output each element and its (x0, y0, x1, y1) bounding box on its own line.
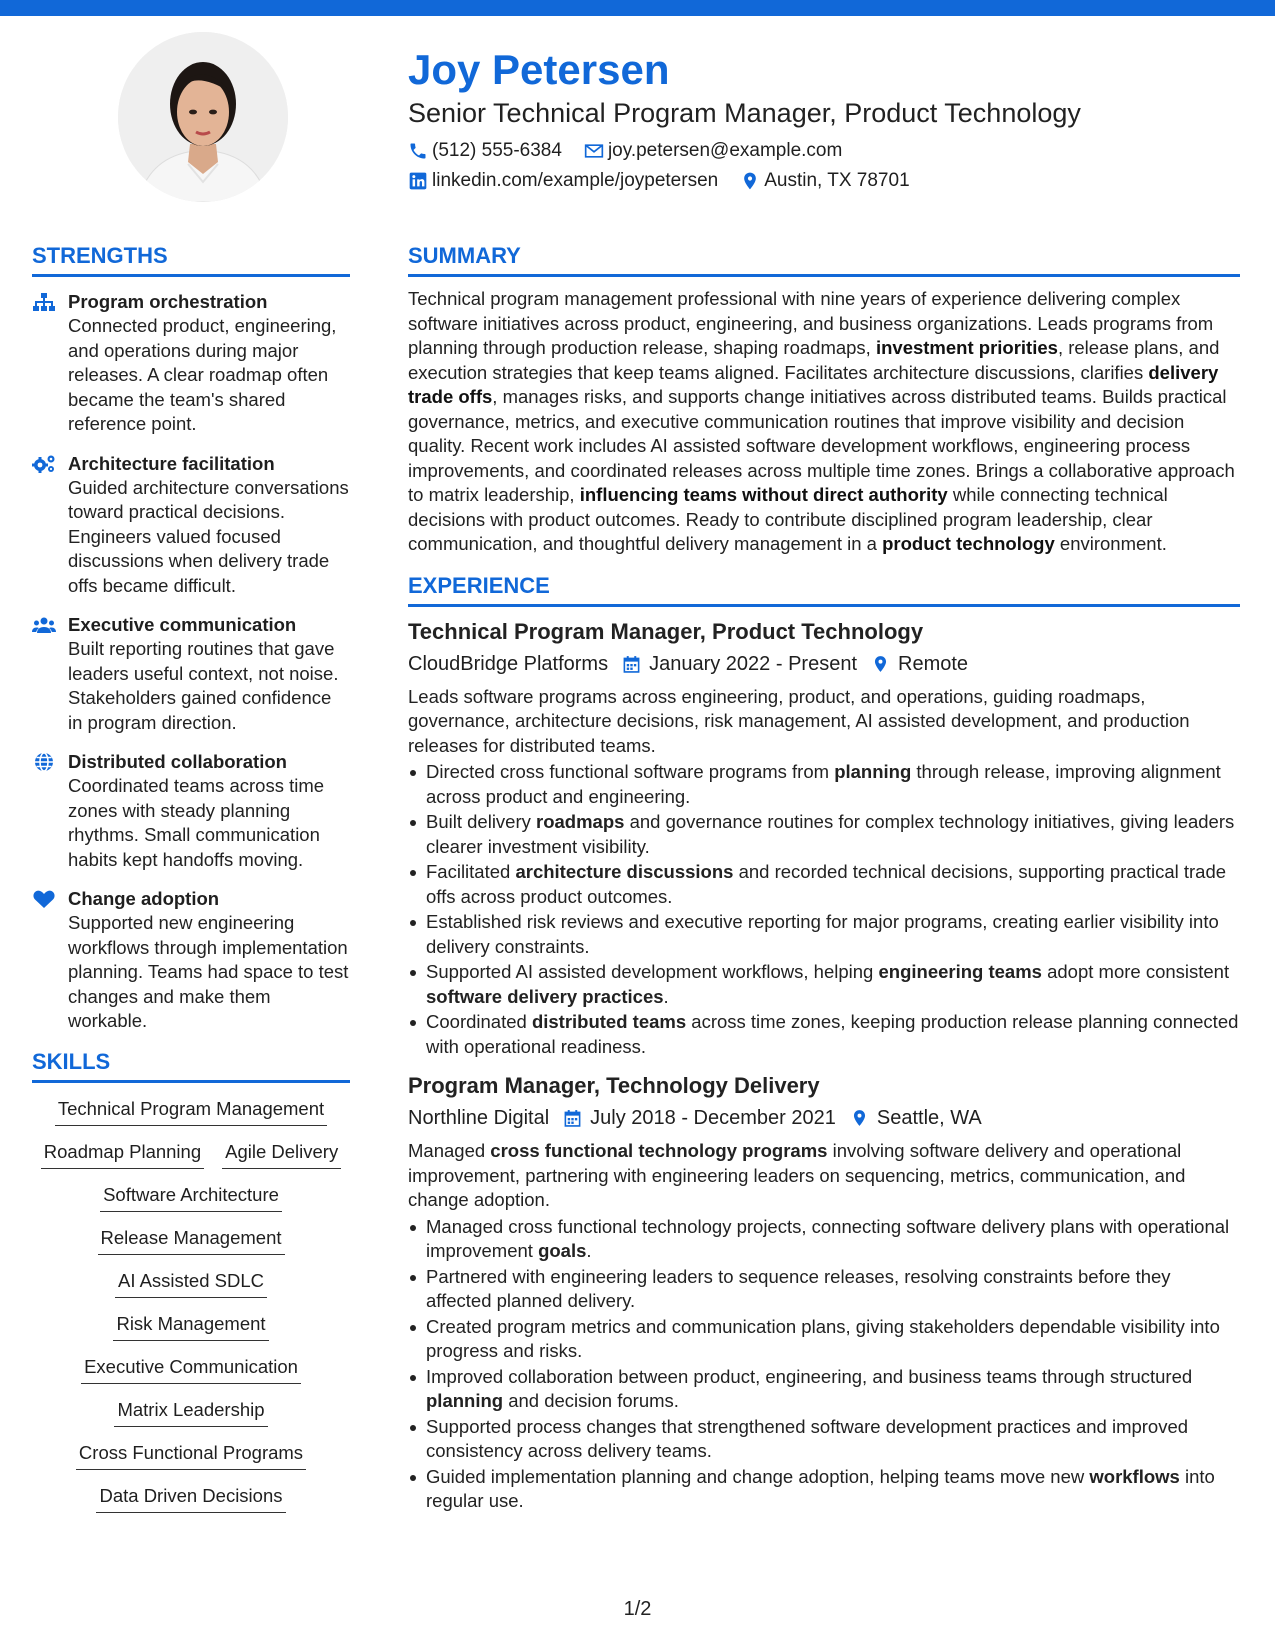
job-dates-text: July 2018 - December 2021 (590, 1107, 836, 1129)
job-location (871, 649, 968, 679)
job-entry (408, 1071, 1240, 1514)
top-accent-bar (0, 0, 1275, 16)
job-bullet: Facilitated architecture discussions and recorded technical decisions, supporting practical trade offs across product outcomes. (408, 860, 1240, 909)
emphasis-text: investment priorities (875, 337, 1058, 358)
job-dates (622, 649, 857, 679)
calendar-icon (622, 654, 641, 674)
job-title: Program Manager, Technology Delivery (408, 1073, 820, 1098)
skills-list (32, 1097, 350, 1513)
job-bullet: Supported process changes that strengthened software development practices and improved consistency across delivery teams. (408, 1415, 1240, 1464)
skills-section (32, 1048, 350, 1513)
emphasis-text: distributed teams (531, 1011, 687, 1032)
strength-title: Distributed collaboration (68, 751, 287, 772)
email-contact[interactable] (584, 139, 842, 163)
location-text: Austin, TX 78701 (764, 170, 910, 191)
job-bullet: Managed cross functional technology projects, connecting software delivery plans with operational improvement goals. (408, 1215, 1240, 1264)
job-bullet: Supported AI assisted development workflows, helping engineering teams adopt more consistent software delivery practices. (408, 960, 1240, 1009)
strength-title: Change adoption (68, 888, 220, 909)
location-contact (740, 169, 909, 193)
contact-row-2 (408, 169, 1228, 193)
emphasis-text: planning (834, 761, 912, 782)
skill-tag: Roadmap Planning (41, 1140, 204, 1169)
job-description: Leads software programs across engineering, product, and operations, guiding roadmaps, governance, architecture decisions, risk management, AI assisted development, and production releases for distributed teams. (408, 685, 1190, 756)
phone-contact[interactable] (408, 139, 562, 163)
contact-row-1 (408, 139, 1228, 163)
company-name: Northline Digital (408, 1107, 550, 1129)
strength-description: Guided architecture conversations toward practical decisions. Engineers valued focused discussions when delivery trade offs became difficult. (68, 476, 349, 596)
job-bullet: Directed cross functional software programs from planning through release, improving alignment across product and engineering. (408, 760, 1240, 809)
skill-tag: Agile Delivery (222, 1140, 341, 1169)
job-bullets (408, 1215, 1240, 1514)
job-bullet: Built delivery roadmaps and governance routines for complex technology initiatives, giving leaders clearer investment visibility. (408, 810, 1240, 859)
job-entry (408, 617, 1240, 1060)
profile-photo (118, 32, 288, 202)
map-marker-icon (740, 171, 760, 191)
job-bullet: Created program metrics and communication plans, giving stakeholders dependable visibility into progress and risks. (408, 1315, 1240, 1364)
summary-text: Technical program management professional with nine years of experience delivering complex software initiatives across product, engineering, and business organizations. Leads programs from planning through production release, shaping roadmaps, investment priorities, release plans, and execution strategies that keep teams aligned. Facilitates architecture discussions, clarifies delivery trade offs, manages risks, and supports change initiatives across distributed teams. Builds practical governance, metrics, and executive communication routines that improve visibility and decision quality. Recent work includes AI assisted software development workflows, engineering process improvements, and coordinated releases across multiple time zones. Brings a collaborative approach to matrix leadership, influencing teams without direct authority while connecting technical decisions with product outcomes. Ready to contribute disciplined program leadership, clear communication, and thoughtful delivery management in a product technology environment. (408, 288, 1235, 554)
skill-tag: Data Driven Decisions (96, 1484, 285, 1513)
phone-icon (408, 141, 428, 161)
strength-item (32, 451, 350, 599)
heart-icon (32, 889, 56, 909)
linkedin-contact[interactable] (408, 169, 718, 193)
strength-title: Architecture facilitation (68, 452, 275, 474)
emphasis-text: architecture discussions (515, 861, 734, 882)
skill-tag: Matrix Leadership (114, 1398, 267, 1427)
skill-tag: Executive Communication (81, 1355, 301, 1384)
strength-item (32, 749, 350, 872)
job-meta (408, 1103, 1240, 1133)
strength-description: Built reporting routines that gave leaders useful context, not noise. Stakeholders gained confidence in program direction. (68, 638, 339, 733)
job-bullet: Established risk reviews and executive reporting for major programs, creating earlier visibility into delivery constraints. (408, 910, 1240, 959)
strengths-heading: STRENGTHS (32, 242, 350, 277)
emphasis-text: influencing teams without direct authority (579, 484, 948, 505)
right-column (408, 242, 1240, 1515)
skill-tag: Cross Functional Programs (76, 1441, 306, 1470)
experience-section (408, 572, 1240, 1514)
strength-item (32, 289, 350, 437)
job-bullet: Improved collaboration between product, engineering, and business teams through structured planning and decision forums. (408, 1365, 1240, 1414)
strength-item (32, 612, 350, 735)
emphasis-text: delivery trade offs (408, 361, 1219, 407)
strength-title: Executive communication (68, 614, 297, 635)
summary-heading: SUMMARY (408, 242, 1240, 277)
strength-description: Connected product, engineering, and operations during major releases. A clear roadmap often became the team's shared reference point. (68, 315, 337, 434)
job-bullets (408, 760, 1240, 1059)
job-title: Technical Program Manager, Product Technology (408, 618, 924, 644)
email-address: joy.petersen@example.com (607, 140, 843, 161)
job-meta (408, 649, 1240, 679)
emphasis-text: roadmaps (536, 811, 625, 832)
map-marker-icon (850, 1108, 869, 1128)
emphasis-text: engineering teams (878, 961, 1042, 982)
phone-number: (512) 555-6384 (432, 140, 562, 161)
skill-tag: AI Assisted SDLC (115, 1269, 267, 1298)
job-location-text: Remote (898, 652, 969, 675)
emphasis-text: cross functional technology programs (490, 1140, 828, 1161)
emphasis-text: software delivery practices (426, 985, 664, 1007)
strength-description: Coordinated teams across time zones with steady planning rhythms. Small communication habits kept handoffs moving. (68, 775, 325, 870)
sitemap-icon (32, 292, 56, 312)
candidate-headline: Senior Technical Program Manager, Product Technology (408, 98, 1081, 128)
left-column (32, 242, 350, 1513)
globe-icon (32, 752, 56, 772)
job-location (850, 1103, 982, 1133)
job-dates-text: January 2022 - Present (649, 652, 857, 675)
experience-heading: EXPERIENCE (408, 572, 1240, 607)
strength-item (32, 886, 350, 1034)
job-location-text: Seattle, WA (876, 1107, 982, 1129)
strength-title: Program orchestration (68, 291, 268, 312)
emphasis-text: product technology (882, 533, 1055, 554)
strengths-section (32, 242, 350, 1034)
map-marker-icon (871, 654, 890, 674)
skill-tag: Release Management (98, 1226, 285, 1255)
summary-section (408, 242, 1240, 557)
users-icon (32, 615, 56, 635)
candidate-name: Joy Petersen (408, 46, 670, 93)
skill-tag: Software Architecture (100, 1183, 282, 1212)
calendar-icon (563, 1108, 582, 1128)
job-description: Managed cross functional technology programs involving software delivery and operational improvement, partnering with engineering leaders on sequencing, metrics, communication, and change adoption. (408, 1140, 1186, 1210)
job-bullet: Coordinated distributed teams across time zones, keeping production release planning connected with operational readiness. (408, 1010, 1240, 1059)
job-dates (563, 1103, 836, 1133)
gears-icon (32, 454, 56, 474)
skill-tag: Risk Management (113, 1312, 268, 1341)
strength-description: Supported new engineering workflows through implementation planning. Teams had space to test changes and make them workable. (68, 912, 349, 1031)
emphasis-text: planning (426, 1390, 504, 1411)
emphasis-text: workflows (1089, 1465, 1180, 1487)
job-bullet: Guided implementation planning and change adoption, helping teams move new workflows into regular use. (408, 1465, 1240, 1514)
skills-heading: SKILLS (32, 1048, 350, 1083)
company-name: CloudBridge Platforms (408, 652, 609, 675)
linkedin-url: linkedin.com/example/joypetersen (432, 170, 719, 191)
envelope-icon (584, 141, 604, 161)
job-bullet: Partnered with engineering leaders to sequence releases, resolving constraints before they affected planned delivery. (408, 1265, 1240, 1314)
skill-tag: Technical Program Management (55, 1097, 327, 1126)
resume-header (408, 44, 1228, 193)
emphasis-text: goals (538, 1240, 587, 1261)
page-number: 1/2 (623, 1598, 652, 1620)
strengths-list (32, 289, 350, 1034)
linkedin-icon (408, 171, 428, 191)
